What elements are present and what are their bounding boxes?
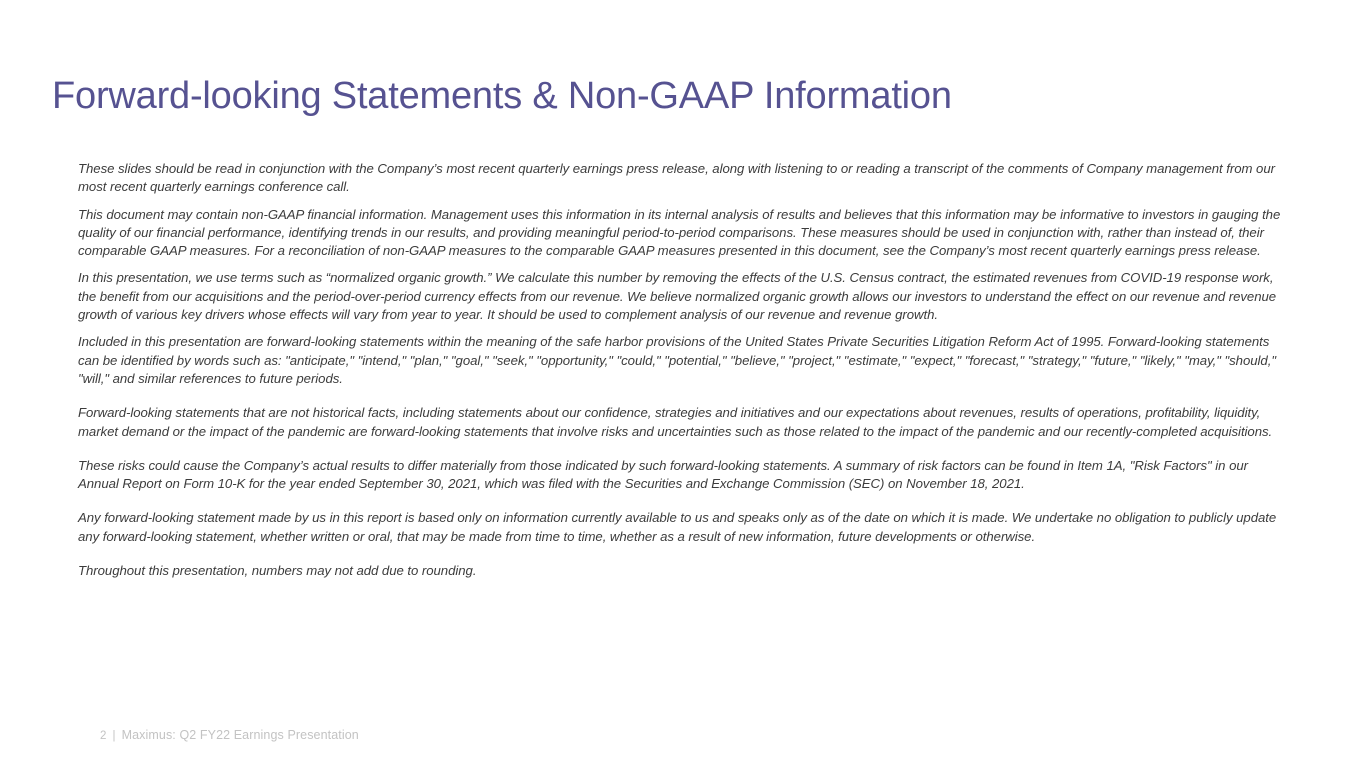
paragraph-6: These risks could cause the Company’s actual results to differ materially from those indicated by such forward-looking statements. A summary of risk factors can be found in Item 1A, "Risk Factors" in our Annual Report on Form 10-K for the year ended September 30, 2021, which was filed with the Securities and Exchange Commission (SEC) on November 18, 2021.: [78, 457, 1248, 492]
paragraph-8: Throughout this presentation, numbers may not add due to rounding.: [78, 563, 477, 579]
footer-separator: |: [112, 730, 116, 742]
slide-footer: [100, 728, 359, 742]
paragraph-7: Any forward-looking statement made by us in this report is based only on information currently available to us and speaks only as of the date on which it is made. We undertake no obligation to publicly update any forward-looking statement, whether written or oral, that may be made from time to time, whether as a result of new information, future developments or otherwise.: [78, 510, 1277, 544]
footer-page-number: 2: [100, 730, 107, 742]
disclaimer-body: [78, 160, 1284, 589]
page-title: Forward-looking Statements & Non-GAAP Information: [52, 75, 952, 118]
paragraph-4: Included in this presentation are forward-looking statements within the meaning of the safe harbor provisions of the United States Private Securities Litigation Reform Act of 1995. Forward-looking statements can be identified by words such as: "anticipate," "intend," "plan," "goal," "seek," "opportunity," "could," "potential," "believe," "project," "estimate," "expect," "forecast," "strategy," "future," "likely," "may," "should," "will," and similar references to future periods.: [78, 334, 1276, 386]
footer-label: Maximus: Q2 FY22 Earnings Presentation: [121, 728, 359, 742]
paragraph-5: Forward-looking statements that are not historical facts, including statements about our confidence, strategies and initiatives and our expectations about revenues, results of operations, profitability, liquidity, market demand or the impact of the pandemic are forward-looking statements that involve risks and uncertainties such as those related to the impact of the pandemic and our recently-completed acquisitions.: [78, 405, 1273, 439]
paragraph-3: In this presentation, we use terms such as “normalized organic growth.” We calculate this number by removing the effects of the U.S. Census contract, the estimated revenues from COVID-19 response work, the benefit from our acquisitions and the period-over-period currency effects from our revenue. We believe normalized organic growth allows our investors to understand the effect on our revenue and revenue growth of various key drivers whose effects will vary from year to year. It should be used to complement analysis of our revenue and revenue growth.: [78, 270, 1277, 323]
paragraph-1: These slides should be read in conjunction with the Company’s most recent quarterly earnings press release, along with listening to or reading a transcript of the comments of Company management from our most recent quarterly earnings conference call.: [78, 161, 1275, 195]
paragraph-2: This document may contain non-GAAP financial information. Management uses this information in its internal analysis of results and believes that this information may be informative to investors in gauging the quality of our financial performance, identifying trends in our results, and providing meaningful period-to-period comparisons. These measures should be used in conjunction with, rather than instead of, their comparable GAAP measures. For a reconciliation of non-GAAP measures to the comparable GAAP measures presented in this document, see the Company’s most recent quarterly earnings press release.: [78, 206, 1281, 259]
